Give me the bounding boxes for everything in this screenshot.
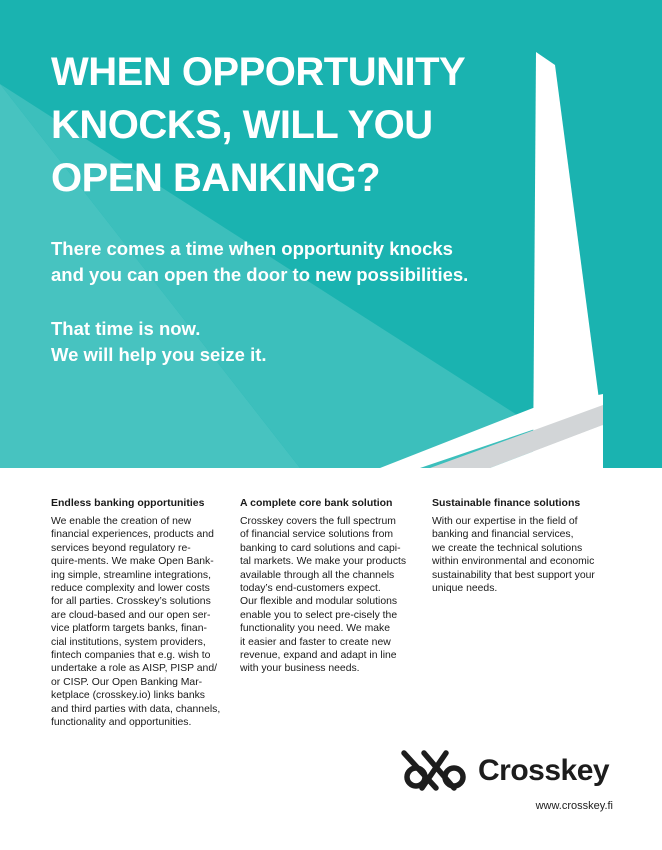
column-title: Sustainable finance solutions bbox=[432, 497, 581, 509]
crosskey-logo bbox=[398, 746, 614, 796]
body-line: ing simple, streamline integrations, bbox=[51, 569, 211, 581]
body-line: banking and financial services, bbox=[432, 529, 574, 541]
headline-line: OPEN BANKING? bbox=[51, 156, 381, 200]
body-line: functionality and opportunities. bbox=[51, 717, 192, 729]
body-line: quire-ments. We make Open Bank- bbox=[51, 556, 214, 568]
body-line: revenue, expand and adapt in line bbox=[240, 650, 397, 662]
body-line: within environmental and economic bbox=[432, 556, 595, 568]
body-line: sustainability that best support your bbox=[432, 569, 595, 581]
body-line: cial institutions, system providers, bbox=[51, 636, 206, 648]
body-line: banking to card solutions and capi- bbox=[240, 542, 401, 554]
body-line: it easier and faster to create new bbox=[240, 636, 391, 648]
body-line: with your business needs. bbox=[240, 663, 360, 675]
column-body bbox=[240, 515, 425, 676]
tagline-line: We will help you seize it. bbox=[51, 344, 267, 365]
brand-name: Crosskey bbox=[478, 754, 610, 787]
column-body bbox=[432, 515, 617, 595]
body-line: enable you to select pre-cisely the bbox=[240, 609, 398, 621]
body-line: ketplace (crosskey.io) links banks bbox=[51, 690, 205, 702]
column-title: A complete core bank solution bbox=[240, 497, 393, 509]
body-line: tal markets. We make your products bbox=[240, 556, 407, 568]
crosskey-mark-icon bbox=[398, 746, 474, 796]
tagline-line: That time is now. bbox=[51, 318, 201, 339]
headline bbox=[51, 46, 465, 205]
body-line: available through all the channels bbox=[240, 569, 395, 581]
intro-line: and you can open the door to new possibilities. bbox=[51, 264, 469, 285]
column-sustainable-finance bbox=[432, 496, 617, 595]
body-line: today’s end-customers expect. bbox=[240, 583, 381, 595]
body-line: unique needs. bbox=[432, 583, 498, 595]
body-line: and third parties with data, channels, bbox=[51, 703, 221, 715]
body-line: reduce complexity and lower costs bbox=[51, 583, 210, 595]
intro-line: There comes a time when opportunity knocks bbox=[51, 238, 453, 259]
body-line: we create the technical solutions bbox=[432, 542, 583, 554]
body-line: are cloud-based and our open ser- bbox=[51, 609, 211, 621]
body-line: for all parties. Crosskey’s solutions bbox=[51, 596, 211, 608]
headline-line: WHEN OPPORTUNITY bbox=[51, 50, 466, 94]
column-core-bank-solution bbox=[240, 496, 425, 676]
body-line: fintech companies that e.g. wish to bbox=[51, 650, 211, 662]
body-line: Crosskey covers the full spectrum bbox=[240, 516, 396, 527]
body-line: services beyond regulatory re- bbox=[51, 542, 191, 554]
body-line: financial experiences, products and bbox=[51, 529, 214, 541]
body-line: vice platform targets banks, finan- bbox=[51, 623, 207, 635]
body-line: of financial service solutions from bbox=[240, 529, 394, 541]
column-banking-opportunities bbox=[51, 496, 236, 730]
column-title: Endless banking opportunities bbox=[51, 497, 205, 509]
column-body bbox=[51, 515, 236, 730]
body-line: With our expertise in the field of bbox=[432, 516, 578, 527]
website-link[interactable]: www.crosskey.fi bbox=[535, 800, 613, 812]
body-line: Our flexible and modular solutions bbox=[240, 596, 398, 608]
body-line: functionality you need. We make bbox=[240, 623, 390, 635]
body-line: undertake a role as AISP, PISP and/ bbox=[51, 663, 217, 675]
tagline-text bbox=[51, 316, 267, 368]
intro-text bbox=[51, 236, 468, 288]
headline-line: KNOCKS, WILL YOU bbox=[51, 103, 433, 147]
body-line: or CISP. Our Open Banking Mar- bbox=[51, 676, 203, 688]
body-line: We enable the creation of new bbox=[51, 516, 192, 527]
